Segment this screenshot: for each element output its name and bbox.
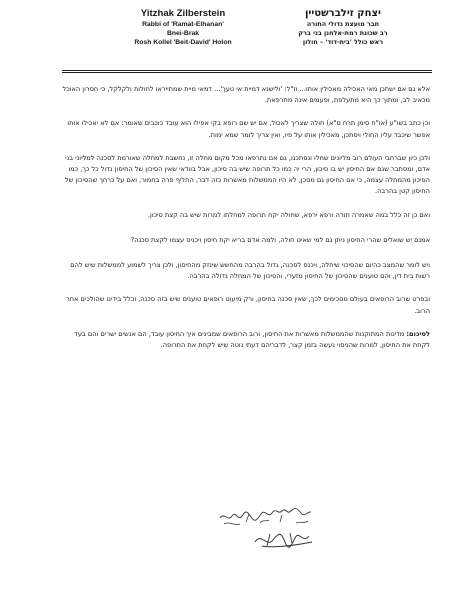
kollel-english: Rosh Kollel 'Beit-David' Holon xyxy=(134,39,232,46)
paragraph: ואם כן זה כלל במה שאמרה תורה ורפא ירפא, שחולה יקח תרופה למחלתו למרות שיש בה קצת סיכון. xyxy=(147,210,430,219)
rabbi-name-hebrew: יצחק זילברשטיין xyxy=(304,8,381,19)
council-member-hebrew: חבר מועצת גדולי התורה xyxy=(306,20,380,28)
rabbi-name-english: Yitzhak Zilberstein xyxy=(140,8,226,19)
letterhead-english xyxy=(118,8,248,47)
kollel-hebrew: ראש כולל 'בית-דוד' – חולון xyxy=(302,38,384,46)
paragraph: ויש לומר שהמצב כהיום שהסיכוי שיחלה, ויכנס לסכנה, גדול בהרבה מהחשש שינזק מהחיסון, ולכן צריך לשמוע לממשלות שיש להם רשות בית דין, והם טוענים שהסיכון של החיסון מזערי, והסיכון של המחלה גדולה בהרבה. xyxy=(70,261,430,281)
paragraph: אלא גם אם ישתכן מאי האכילה מאכילין אותו... וז"ל: 'ולישנא דמיית אי טעך'... דמאי מיית שמתייראו לחולות ולקלקל, כי חסרון האוכל מכאיב לב, ומתוך כך היא מתעלפת, ופעמים אינה מתרפאת. xyxy=(62,85,430,105)
paragraph: ובפרט שרוב הרופאים בעולם מסכימים לכך, שאין סכנה בחיסון, ורק מיעוט רופאים טוענים שיש בזה סכנה, וכלל בידינו שהולכים אחר הרוב. xyxy=(66,295,430,315)
rabbi-title-english: Rabbi of 'Ramat-Elhanan' xyxy=(142,21,224,28)
letterhead-hebrew xyxy=(258,8,428,47)
handwritten-signature xyxy=(200,500,360,560)
letterhead xyxy=(0,8,470,72)
paragraph: וכן כתב בשו"ע (או"ח סימן תרח ס"א) חולה שצריך לאכול, אם יש שם רופא בקי אפילו הוא עובד כוכבים שאומר: אם לא יאכילו אותו אפשר שיכבד עליו החולי ויסתכן, מאכילין אותו על פיו, ואין צריך לומר שמא ימות. xyxy=(67,119,430,139)
conclusion-label: לסיכום: xyxy=(406,329,430,338)
signature-scribble xyxy=(200,500,360,560)
rabbi-title-hebrew: רב שכונת רמת-אלחנן בני ברק xyxy=(298,29,388,37)
header-divider xyxy=(62,70,432,73)
conclusion-text: מדינות המתוקנות שהממשלות מאשרות את החיסון, ורוב הרופאים שמבינים איך החיסון עובד, הם אנשים ישרים והם בעד לקחת את החיסון, למרות שהניסוי נעשה בזמן קצר, לדבריהם דעתי נוטה שיש לקחת את התרופה. xyxy=(74,329,430,350)
city-english: Bnei-Brak xyxy=(166,30,200,37)
letter-body xyxy=(62,84,430,363)
paragraph: ולכן כיון שברחבי העולם רוב מליונים שחלו ונסתכנו, גם אם נתרפאו מכל מקום מחלה זו, נחשבת למחלה שאורמת לסכנה למליוני בני אדם, ומסתבר שגם אם החיסון יש בו סיכון, הרי יה כמו כל תרופה שיש בה סיכון, אבל בוודאי שאין הסיכון של החיסון גדול כל כך, כמו הסיכון מהמחלה עצמה, כי אם החיסון גם מסכן, לא היו הממשלות מאשרות כזה דבר, החליף פרה בחמור, ואם על כרחך שהסיכון של החיסון קטן בהרבה. xyxy=(64,153,430,196)
conclusion-paragraph xyxy=(62,329,430,351)
paragraph: אמנם יש שואלים שהרי החיסון ניתן גם למי שאינו חולה, ולמה אדם בריא יקח חיסון ויכניס עצמו לקצת סכנה? xyxy=(130,235,430,244)
